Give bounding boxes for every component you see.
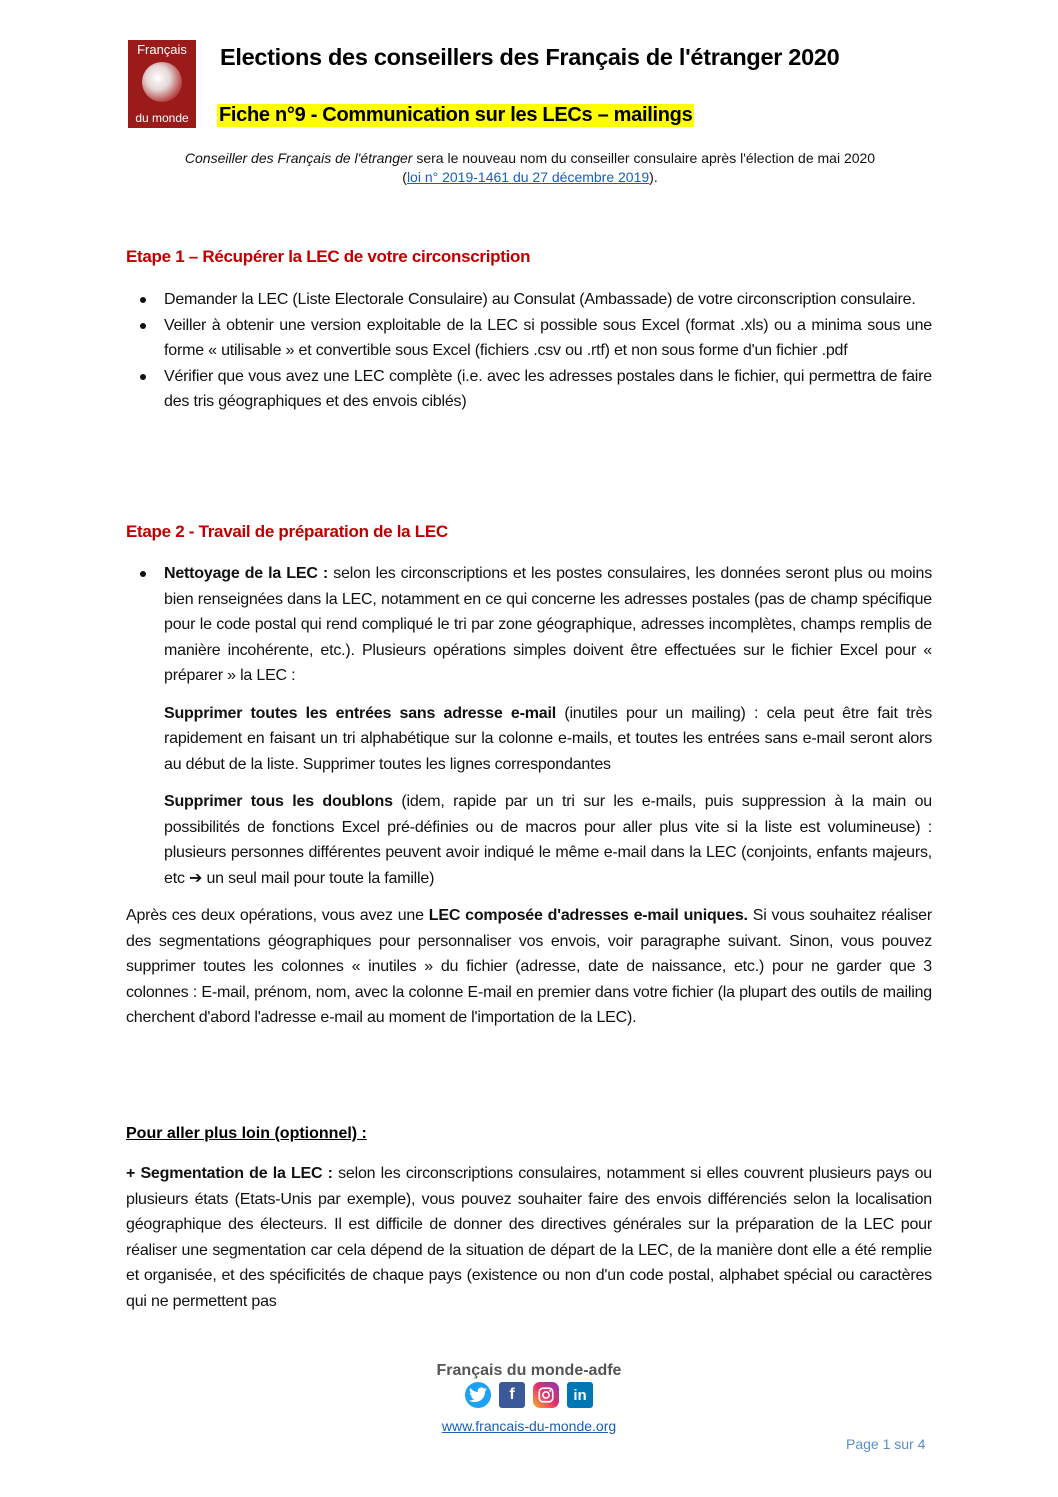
list-item [126,287,932,313]
segmentation-paragraph [126,1161,932,1314]
bullet-icon [140,571,146,577]
subtitle-italic: Conseiller des Français de l'étranger [184,150,413,166]
bullet-icon [140,297,146,303]
etape1-heading: Etape 1 – Récupérer la LEC de votre circonscription [126,247,531,266]
instagram-icon[interactable] [533,1382,559,1408]
document-title: Elections des conseillers des Français de l'étranger 2020 [220,44,840,70]
subtitle-note [120,149,940,187]
list-item [126,313,932,364]
nettoyage-text: selon les circonscriptions et les postes consulaires, les données seront plus ou moins bien renseignées dans la LEC, notamment en ce qui concerne les adresses postales (pas de champ spécifique pour le code postal qui rend compliqué le tri par zone géographique, adresses incomplètes, champs remplis de manière incohérente, etc.). Plusieurs opérations simples doivent être effectuées sur le fichier Excel pour « préparer » la LEC : [164,565,932,684]
twitter-icon[interactable] [465,1382,491,1408]
bullet-icon [140,323,146,329]
sub-paragraph [126,701,932,778]
footer-url [0,1418,1058,1434]
page-number: Page 1 sur 4 [846,1436,926,1452]
etape2-content [126,561,932,1043]
subtitle-rest: sera le nouveau nom du conseiller consulaire après l'élection de mai 2020 [412,150,876,166]
etape2-heading: Etape 2 - Travail de préparation de la LEC [126,522,448,541]
etape2-list [126,561,932,891]
sub-paragraph [126,789,932,891]
francais-du-monde-logo [128,40,196,128]
segmentation-text: selon les circonscriptions consulaires, notamment si elles couvrent plusieurs pays ou plusieurs états (Etats-Unis par exemple), vous pouvez souhaiter faire des envois différenciés selon la localisation géographique des électeurs. Il est difficile de donner des directives générales sur la préparation de la LEC pour réaliser une segmentation car cela dépend de la situation de départ de la LEC, de la manière dont elle a été remplie et organisée, et des spécificités de chaque pays (existence ou non d'un code postal, alphabet spécial ou caractères qui ne permettent pas [126,1165,932,1310]
globe-icon [142,62,182,102]
paren-close: ). [649,169,658,185]
apres-end: Si vous souhaitez réaliser des segmentations géographiques pour personnaliser vos envois, voir paragraphe suivant. Sinon, vous pouvez supprimer toutes les colonnes « inutiles » du fichier (adresse, date de naissance, etc.) pour ne garder que 3 colonnes : E-mail, prénom, nom, avec la colonne E-mail en premier dans votre fichier (la plupart des outils de mailing cherchent d'abord l'adresse e-mail au moment de l'importation de la LEC). [126,907,932,1026]
optional-heading: Pour aller plus loin (optionnel) : [126,1125,367,1142]
etape1-list-container [126,287,932,415]
nettoyage-label: Nettoyage de la LEC : [164,565,329,582]
linkedin-icon[interactable]: in [567,1382,593,1408]
list-item [126,364,932,415]
apres-paragraph [126,903,932,1031]
list-item [126,561,932,689]
sub2-text: (idem, rapide par un tri sur les e-mails, puis suppression à la main ou possibilités de fonctions Excel pré-définies ou de macros pour aller plus vite si la liste est volumineuse) : plusieurs personnes différentes peuvent avoir indiqué le même e-mail dans la LEC (conjoints, enfants majeurs, etc ➔ un seul mail pour toute la famille) [164,793,933,887]
segmentation-label: + Segmentation de la LEC : [126,1165,333,1182]
apres-bold: LEC composée d'adresses e-mail uniques. [428,907,748,924]
logo-text-bottom: du monde [135,111,189,125]
apres-start: Après ces deux opérations, vous avez une [126,907,429,924]
bullet-icon [140,374,146,380]
fiche-title: Fiche n°9 - Communication sur les LECs – mailings [219,104,693,126]
sub2-label: Supprimer tous les doublons [164,793,393,810]
list-item-text: Veiller à obtenir une version exploitable de la LEC si possible sous Excel (format .xls) ou a minima sous une forme « utilisable » et convertible sous Excel (fichiers .csv ou .rtf) et non sous forme d'un fichier .pdf [164,316,932,359]
sub1-text: (inutiles pour un mailing) : cela peut être fait très rapidement en faisant un tri alphabétique sur la colonne e-mails, et toutes les entrées sans e-mail seront alors au début de la liste. Supprimer toutes les lignes correspondantes [164,704,932,773]
list-item-text: Vérifier que vous avez une LEC complète (i.e. avec les adresses postales dans le fichier, qui permettra de faire des tris géographiques et des envois ciblés) [164,367,932,410]
list-item-text: Demander la LEC (Liste Electorale Consulaire) au Consulat (Ambassade) de votre circonscription consulaire. [164,291,916,308]
sub1-label: Supprimer toutes les entrées sans adresse e-mail [164,704,556,722]
paren-open: ( [402,169,407,185]
facebook-icon[interactable]: f [499,1382,525,1408]
social-links [0,1382,1058,1408]
website-link[interactable]: www.francais-du-monde.org [441,1418,617,1434]
law-link[interactable]: loi n° 2019-1461 du 27 décembre 2019 [406,169,650,185]
etape1-list [126,287,932,415]
logo-text-top: Français [137,42,187,57]
footer-brand: Français du monde-adfe [436,1362,622,1379]
